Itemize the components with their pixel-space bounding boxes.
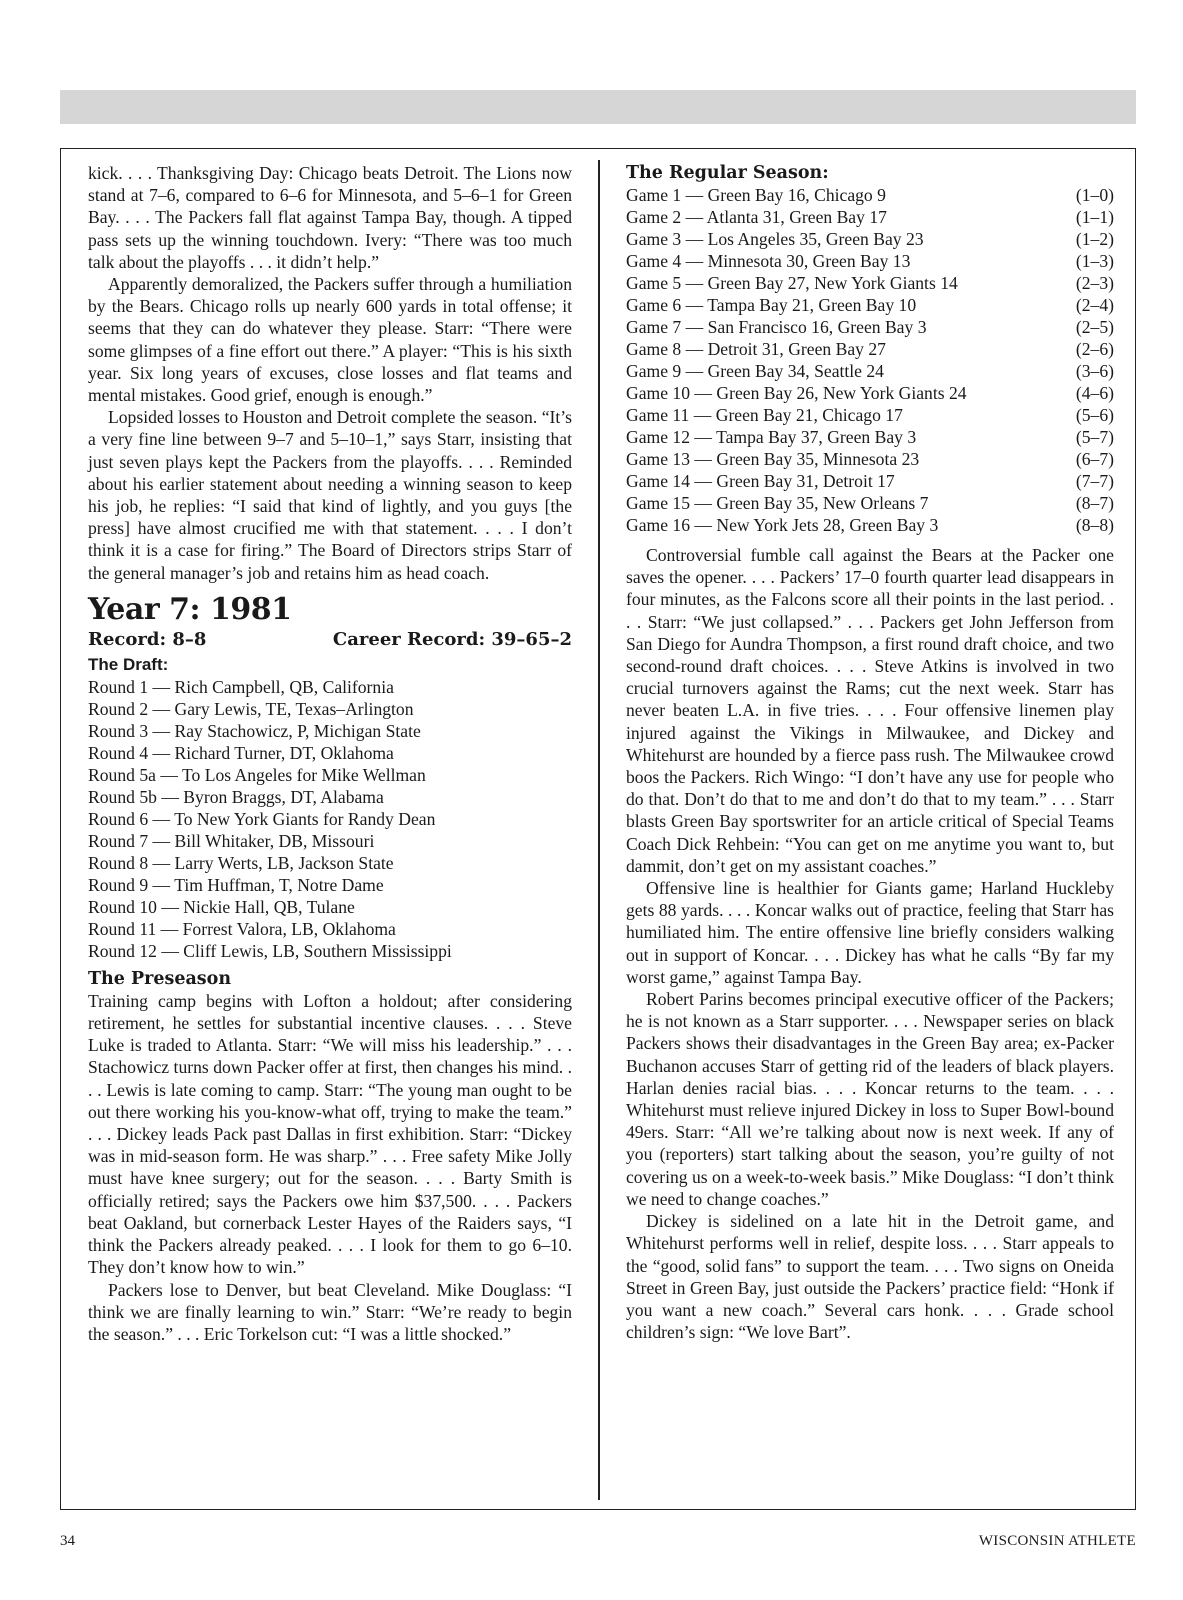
season-record: Record: 8–8 — [88, 628, 207, 650]
game-row: Game 10 — Green Bay 26, New York Giants 24 (4–6) — [626, 383, 1114, 403]
page-number: 34 — [60, 1533, 75, 1549]
game-row: Game 14 — Green Bay 31, Detroit 17 (7–7) — [626, 471, 1114, 491]
draft-pick: Round 8 — Larry Werts, LB, Jackson State — [88, 852, 394, 873]
preseason-heading: The Preseason — [88, 968, 232, 989]
paragraph: Apparently demoralized, the Packers suffer through a humiliation by the Bears. Chicago rolls up nearly 600 yards in total offense; it seems that they can do whatever they please. Starr: “There were some glimpses of a fine effort out there.” A player: “This is his sixth year. Six long years of excuses, close losses and flat teams and mental mistakes. Good grief, enough is enough.” — [88, 274, 572, 406]
draft-pick: Round 2 — Gary Lewis, TE, Texas–Arlington — [88, 698, 414, 719]
game-row: Game 8 — Detroit 31, Green Bay 27 (2–6) — [626, 339, 1114, 359]
game-row: Game 9 — Green Bay 34, Seattle 24 (3–6) — [626, 361, 1114, 381]
game-row: Game 6 — Tampa Bay 21, Green Bay 10 (2–4) — [626, 295, 1114, 315]
paragraph: kick. . . . Thanksgiving Day: Chicago beats Detroit. The Lions now stand at 7–6, compared to 6–6 for Minnesota, and 5–6–1 for Green Bay. . . . The Packers fall flat against Tampa Bay, though. A tipped pass sets up the winning touchdown. Ivery: “There was too much talk about the playoffs . . . it didn’t help.” — [88, 163, 572, 272]
draft-pick: Round 7 — Bill Whitaker, DB, Missouri — [88, 830, 375, 851]
draft-pick: Round 5a — To Los Angeles for Mike Wellman — [88, 764, 426, 785]
draft-list — [88, 676, 572, 962]
draft-pick: Round 6 — To New York Giants for Randy Dean — [88, 808, 436, 829]
draft-pick: Round 9 — Tim Huffman, T, Notre Dame — [88, 874, 384, 895]
game-row: Game 5 — Green Bay 27, New York Giants 14 (2–3) — [626, 273, 1114, 293]
draft-pick: Round 5b — Byron Braggs, DT, Alabama — [88, 786, 384, 807]
game-row: Game 7 — San Francisco 16, Green Bay 3 (2–5) — [626, 317, 1114, 337]
paragraph: Lopsided losses to Houston and Detroit complete the season. “It’s a very fine line between 9–7 and 5–10–1,” says Starr, insisting that just seven plays kept the Packers from the playoffs. . . . Reminded about his earlier statement about needing a winning season to keep his job, he replies: “I said that kind of lightly, and you guys [the press] have almost crucified me with that statement. . . . I don’t think it is a case for firing.” The Board of Directors strips Starr of the general manager’s job and retains him as head coach. — [88, 407, 572, 583]
game-row: Game 15 — Green Bay 35, New Orleans 7 (8–7) — [626, 493, 1114, 513]
draft-pick: Round 1 — Rich Campbell, QB, California — [88, 676, 394, 697]
year-heading: Year 7: 1981 — [88, 591, 292, 627]
draft-pick: Round 3 — Ray Stachowicz, P, Michigan State — [88, 720, 421, 741]
header-band — [60, 90, 1136, 124]
game-row: Game 1 — Green Bay 16, Chicago 9 (1–0) — [626, 185, 1114, 205]
game-row: Game 4 — Minnesota 30, Green Bay 13 (1–3) — [626, 251, 1114, 271]
draft-pick: Round 12 — Cliff Lewis, LB, Southern Mississippi — [88, 940, 452, 961]
paragraph: Packers lose to Denver, but beat Cleveland. Mike Douglass: “I think we are finally learning to win.” Starr: “We’re ready to begin the season.” . . . Eric Torkelson cut: “I was a little shocked.” — [88, 1279, 572, 1344]
right-column — [626, 162, 1114, 1343]
draft-pick: Round 10 — Nickie Hall, QB, Tulane — [88, 896, 355, 917]
game-row: Game 2 — Atlanta 31, Green Bay 17 (1–1) — [626, 207, 1114, 227]
game-row: Game 16 — New York Jets 28, Green Bay 3 (8–8) — [626, 515, 1114, 535]
regular-season-heading: The Regular Season: — [626, 163, 829, 183]
game-row: Game 11 — Green Bay 21, Chicago 17 (5–6) — [626, 405, 1114, 425]
running-head: WISCONSIN ATHLETE — [978, 1533, 1136, 1549]
career-record: Career Record: 39–65–2 — [332, 628, 572, 650]
draft-pick: Round 11 — Forrest Valora, LB, Oklahoma — [88, 918, 396, 939]
game-row: Game 13 — Green Bay 35, Minnesota 23 (6–7) — [626, 449, 1114, 469]
left-column — [88, 162, 572, 1345]
games-list — [626, 184, 1114, 536]
draft-heading: The Draft: — [88, 654, 169, 674]
record-row — [88, 628, 572, 652]
paragraph: Training camp begins with Lofton a holdout; after considering retirement, he settles for substantial incentive clauses. . . . Steve Luke is traded to Atlanta. Starr: “We will miss his leadership.” . . . Stachowicz turns down Packer offer at first, then changes his mind. . . . Lewis is late coming to camp. Starr: “The young man ought to be out there working his you-know-what off, trying to make the team.” . . . Dickey leads Pack past Dallas in first exhibition. Starr: “Dickey was in mid-season form. He was sharp.” . . . Free safety Mike Jolly must have knee surgery; out for the season. . . . Barty Smith is officially retired; says the Packers owe him $37,500. . . . Packers beat Oakland, but cornerback Lester Hayes of the Raiders says, “I think the Packers already peaked. . . . I look for them to go 6–10. They don’t know how to win.” — [88, 990, 572, 1278]
paragraph: Dickey is sidelined on a late hit in the Detroit game, and Whitehurst performs well in relief, despite loss. . . . Starr appeals to the “good, solid fans” to support the team. . . . Two signs on Oneida Street in Green Bay, just outside the Packers’ practice field: “Honk if you want a new coach.” Several cars honk. . . . Grade school children’s sign: “We love Bart”. — [626, 1211, 1114, 1343]
game-row: Game 12 — Tampa Bay 37, Green Bay 3 (5–7) — [626, 427, 1114, 447]
paragraph: Offensive line is healthier for Giants game; Harland Huckleby gets 88 yards. . . . Koncar walks out of practice, feeling that Starr has humiliated him. The entire offensive line briefly considers walking out in support of Koncar. . . . Dickey has what he calls “By far my worst game,” against Tampa Bay. — [626, 878, 1114, 987]
game-row: Game 3 — Los Angeles 35, Green Bay 23 (1–2) — [626, 229, 1114, 249]
paragraph: Robert Parins becomes principal executive officer of the Packers; he is not known as a Starr supporter. . . . Newspaper series on black Packers shows their disadvantages in the Green Bay area; ex-Packer Buchanon accuses Starr of getting rid of the leaders of black players. Harlan denies racial bias. . . . Koncar returns to the team. . . . Whitehurst must relieve injured Dickey in loss to Super Bowl-bound 49ers. Starr: “All we’re talking about now is next week. If any of you (reporters) start talking about the season, you’re guilty of not covering us on a week-to-week basis.” Mike Douglass: “I don’t think we need to change coaches.” — [626, 989, 1114, 1209]
column-divider — [598, 160, 600, 1500]
draft-pick: Round 4 — Richard Turner, DT, Oklahoma — [88, 742, 394, 763]
paragraph: Controversial fumble call against the Bears at the Packer one saves the opener. . . . Packers’ 17–0 fourth quarter lead disappears in four minutes, as the Falcons score all their points in the last period. . . . Starr: “We just collapsed.” . . . Packers get John Jefferson from San Diego for Aundra Thompson, a first round draft choice, and two second-round draft choices. . . . Steve Atkins is involved in two crucial turnovers against the Rams; cut the next week. Starr has never beaten L.A. in five tries. . . . Four offensive linemen play injured against the Vikings in Milwaukee, and Dickey and Whitehurst are hounded by a fierce pass rush. The Milwaukee crowd boos the Packers. Rich Wingo: “I don’t have any use for people who do that. Don’t do that to me and don’t do that to my team.” . . . Starr blasts Green Bay sportswriter for an article critical of Special Teams Coach Dick Rehbein: “You can get on me anytime you want to, but dammit, don’t get on my assistant coaches.” — [626, 545, 1114, 876]
